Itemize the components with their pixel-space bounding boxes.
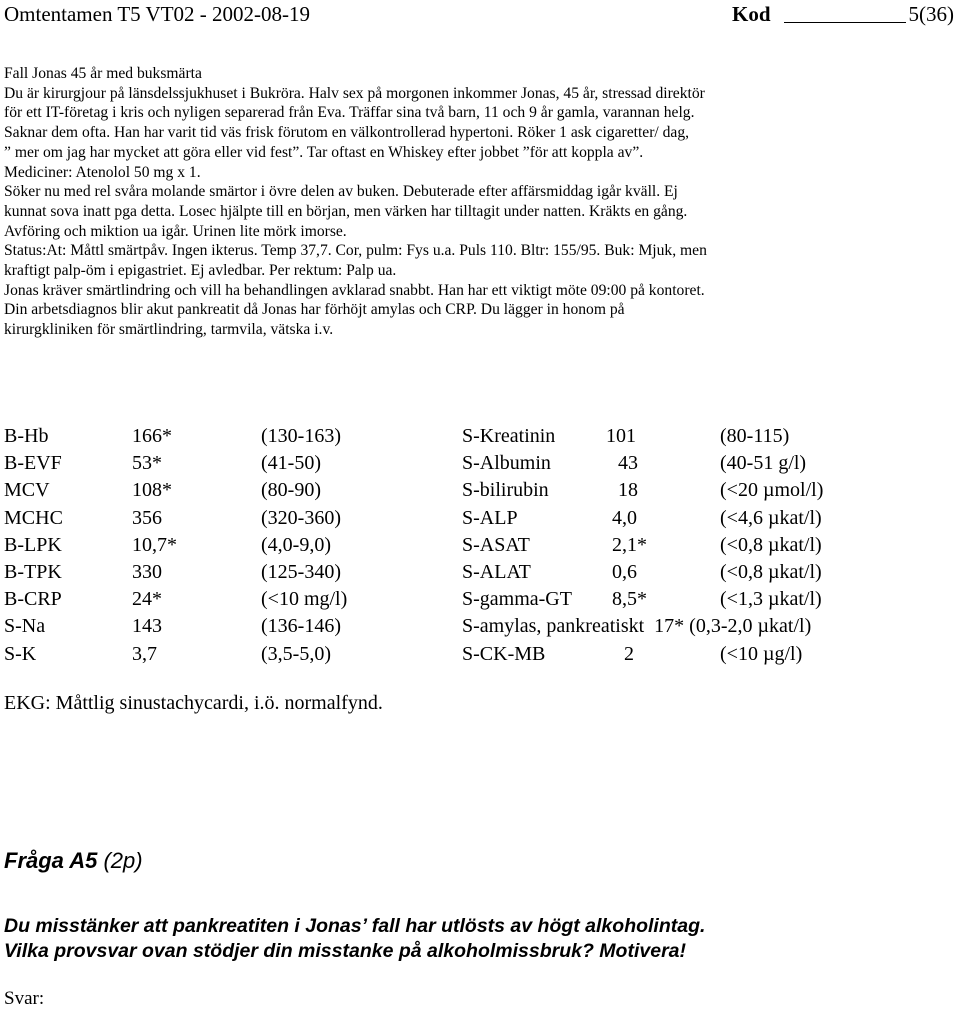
lab-name: MCV [4,479,50,502]
case-line: ” mer om jag har mycket att göra eller vid fest”. Tar oftast en Whiskey efter jobbet ”för att koppla av”. [4,143,644,161]
lab-name: S-CK-MB [462,642,546,665]
case-line: Saknar dem ofta. Han har varit tid väs frisk förutom en välkontrollerad hypertoni. Röker 1 ask cigaretter/ dag, [4,124,690,142]
lab-name: S-Kreatinin [462,425,556,447]
lab-name: S-Na [4,615,46,638]
lab-value: 143 [132,615,162,638]
answer-label: Svar: [4,988,45,1009]
case-line: Fall Jonas 45 år med buksmärta [4,65,202,82]
lab-value: 3,7 [132,642,157,665]
case-line: Din arbetsdiagnos blir akut pankreatit då Jonas har förhöjt amylas och CRP. Du lägger in honom på [4,301,625,319]
lab-reference: (320-360) [261,506,341,529]
case-line: Avföring och miktion ua igår. Urinen lite mörk imorse. [4,222,347,240]
lab-name: B-LPK [4,533,62,556]
lab-reference: (<10 mg/l) [261,588,348,611]
lab-value: 18 [618,479,638,502]
lab-value: 8,5* [612,588,647,611]
lab-name: S-Albumin [462,452,551,475]
kod-field-line [784,22,906,23]
lab-name: B-TPK [4,560,62,583]
lab-name: B-EVF [4,452,62,475]
lab-name: B-CRP [4,588,62,611]
question-line: Du misstänker att pankreatiten i Jonas’ fall har utlösts av högt alkoholintag. [4,915,706,937]
lab-value: 2 [624,642,634,665]
exam-title: Omtentamen T5 VT02 - 2002-08-19 [4,2,311,26]
case-line: Status:At: Måttl smärtpåv. Ingen ikterus. Temp 37,7. Cor, pulm: Fys u.a. Puls 110. Bltr: 155/95. Buk: Mjuk, men [4,242,707,260]
lab-value: 166* [132,425,172,447]
lab-reference: (<0,8 µkat/l) [720,560,822,583]
lab-value: 10,7* [132,533,177,556]
lab-name: MCHC [4,506,63,529]
case-line: kraftigt palp-öm i epigastriet. Ej avledbar. Per rektum: Palp ua. [4,262,397,280]
lab-value: 108* [132,479,172,502]
question-title: Fråga A5 [4,848,98,873]
lab-name: S-ALAT [462,560,531,583]
lab-name: B-Hb [4,425,49,447]
lab-reference: (41-50) [261,452,321,475]
lab-reference: (136-146) [261,615,341,638]
case-line: Mediciner: Atenolol 50 mg x 1. [4,163,201,181]
page-header [4,2,956,30]
page-number: 5(36) [908,2,954,26]
lab-name: S-gamma-GT [462,588,572,611]
case-line: Du är kirurgjour på länsdelssjukhuset i Bukröra. Halv sex på morgonen inkommer Jonas, 45 år, stressad direktör [4,84,705,102]
lab-reference: (80-90) [261,479,321,502]
lab-name: S-ALP [462,506,518,529]
lab-reference: (80-115) [720,425,790,447]
lab-reference: (125-340) [261,560,341,583]
ekg-finding: EKG: Måttlig sinustachycardi, i.ö. normalfynd. [4,692,383,714]
lab-reference: (3,5-5,0) [261,642,331,665]
lab-value: 4,0 [612,506,637,529]
lab-reference: (130-163) [261,425,341,447]
question-line: Vilka provsvar ovan stödjer din misstanke på alkoholmissbruk? Motivera! [4,940,686,962]
question-text [4,914,705,964]
lab-name: S-ASAT [462,533,530,556]
lab-value: 53* [132,452,162,475]
lab-reference: (<10 µg/l) [720,642,803,665]
lab-value: 330 [132,560,162,583]
case-line: Söker nu med rel svåra molande smärtor i övre delen av buken. Debuterade efter affärsmiddag igår kväll. Ej [4,183,678,201]
lab-reference: (40-51 g/l) [720,452,807,475]
lab-value: 43 [618,452,638,475]
lab-reference: (<0,8 µkat/l) [720,533,822,556]
lab-amylas-text: S-amylas, pankreatiskt 17* (0,3-2,0 µkat/l) [462,615,812,638]
lab-value: 0,6 [612,560,637,583]
lab-value: 24* [132,588,162,611]
lab-reference: (<20 µmol/l) [720,479,824,502]
lab-name: S-bilirubin [462,479,549,502]
lab-value: 356 [132,506,162,529]
lab-value: 101 [606,425,636,447]
question-points: (2p) [103,848,143,873]
lab-reference: (<1,3 µkat/l) [720,588,822,611]
kod-label: Kod [732,2,771,26]
question-heading [4,848,143,874]
case-line: Jonas kräver smärtlindring och vill ha behandlingen avklarad snabbt. Han har ett viktigt möte 09:00 på kontoret. [4,281,705,299]
lab-value: 2,1* [612,533,647,556]
case-line: kunnat sova inatt pga detta. Losec hjälpte till en början, men värken har tilltagit under natten. Kräkts en gång. [4,202,688,220]
lab-name: S-K [4,642,37,665]
lab-reference: (4,0-9,0) [261,533,331,556]
case-line: för ett IT-företag i kris och nyligen separerad från Eva. Träffar sina två barn, 11 och 9 år gamla, varannan helg. [4,104,695,122]
lab-reference: (<4,6 µkat/l) [720,506,822,529]
case-line: kirurgkliniken för smärtlindring, tarmvila, vätska i.v. [4,321,334,339]
case-description [4,64,954,340]
